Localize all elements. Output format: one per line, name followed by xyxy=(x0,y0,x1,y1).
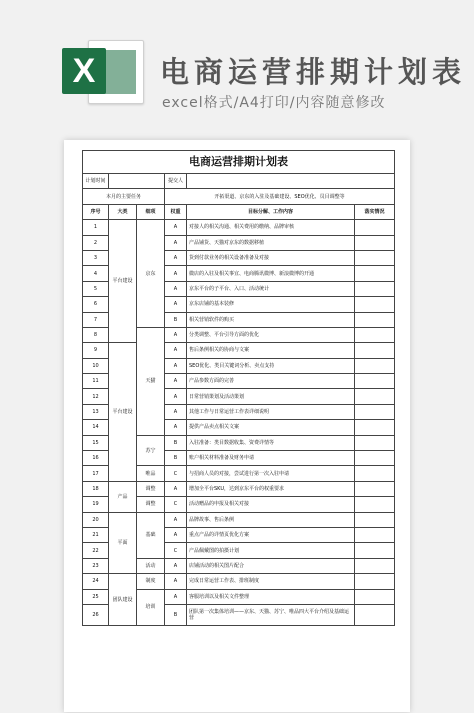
status-cell[interactable] xyxy=(355,512,395,527)
row-number: 14 xyxy=(83,420,109,435)
status-cell[interactable] xyxy=(355,435,395,450)
content-cell: 入驻准备：类目数据收集、资费详情等 xyxy=(187,435,355,450)
status-cell[interactable] xyxy=(355,404,395,419)
plan-time-value[interactable] xyxy=(109,174,165,189)
weight-cell: A xyxy=(165,220,187,235)
submitter-label: 提交人 xyxy=(165,174,187,189)
subitem-cell: 制度 xyxy=(137,574,165,589)
header xyxy=(0,0,474,130)
status-cell[interactable] xyxy=(355,343,395,358)
row-number: 7 xyxy=(83,312,109,327)
content-cell: 增加全平台SKU，达到京东平台的权重要求 xyxy=(187,481,355,496)
weight-cell: A xyxy=(165,481,187,496)
category-cell: 产品 xyxy=(109,481,137,512)
table-row xyxy=(83,220,395,235)
row-number: 13 xyxy=(83,404,109,419)
content-cell: 产品参数方面的完善 xyxy=(187,374,355,389)
submitter-value[interactable] xyxy=(187,174,395,189)
subitem-cell: 调整 xyxy=(137,481,165,496)
weight-cell: A xyxy=(165,250,187,265)
row-number: 8 xyxy=(83,327,109,342)
status-cell[interactable] xyxy=(355,235,395,250)
status-cell[interactable] xyxy=(355,281,395,296)
weight-cell: C xyxy=(165,543,187,558)
weight-cell: A xyxy=(165,327,187,342)
row-number: 2 xyxy=(83,235,109,250)
weight-cell: A xyxy=(165,343,187,358)
subitem-cell: 调整 xyxy=(137,497,165,512)
row-number: 18 xyxy=(83,481,109,496)
content-cell: 对接人的相关沟通、相关费用的缴纳、品牌审核 xyxy=(187,220,355,235)
weight-cell: B xyxy=(165,435,187,450)
weight-cell: A xyxy=(165,527,187,542)
content-cell: 售后条例相关的协商与文案 xyxy=(187,343,355,358)
row-number: 26 xyxy=(83,604,109,625)
plan-time-label: 计划时间 xyxy=(83,174,109,189)
status-cell[interactable] xyxy=(355,358,395,373)
content-cell: 店铺活动的相关图片配合 xyxy=(187,558,355,573)
status-cell[interactable] xyxy=(355,574,395,589)
status-cell[interactable] xyxy=(355,604,395,625)
status-cell[interactable] xyxy=(355,250,395,265)
main-task-value: 开拓渠道、京东的入驻及基础建设、SEO优化、员目调整等 xyxy=(165,189,395,204)
weight-cell: A xyxy=(165,589,187,604)
row-number: 10 xyxy=(83,358,109,373)
status-cell[interactable] xyxy=(355,420,395,435)
row-number: 19 xyxy=(83,497,109,512)
subitem-cell: 唯品 xyxy=(137,466,165,481)
row-number: 3 xyxy=(83,250,109,265)
category-cell: 团队建设 xyxy=(109,574,137,626)
weight-cell: A xyxy=(165,235,187,250)
document-page xyxy=(64,140,410,712)
weight-cell: A xyxy=(165,297,187,312)
excel-logo-icon: X xyxy=(62,38,144,106)
row-number: 1 xyxy=(83,220,109,235)
content-cell: 其他工作与日常运营工作表详细说明 xyxy=(187,404,355,419)
category-cell: 平面 xyxy=(109,512,137,574)
category-cell: 平台建设 xyxy=(109,220,137,343)
weight-cell: A xyxy=(165,574,187,589)
header-title: 电商运营排期计划表 xyxy=(160,55,467,89)
status-cell[interactable] xyxy=(355,220,395,235)
status-cell[interactable] xyxy=(355,589,395,604)
weight-cell: A xyxy=(165,374,187,389)
row-number: 12 xyxy=(83,389,109,404)
content-cell: 团队第一次集体培训——京东、天猫、苏宁、唯品四大平台介绍及基础运营 xyxy=(187,604,355,625)
weight-cell: B xyxy=(165,451,187,466)
status-cell[interactable] xyxy=(355,558,395,573)
weight-cell: A xyxy=(165,266,187,281)
header-subtitle: excel格式/A4打印/内容随意修改 xyxy=(162,95,386,111)
row-number: 15 xyxy=(83,435,109,450)
table-row xyxy=(83,343,395,358)
main-task-label: 本月的主要任务 xyxy=(83,189,165,204)
content-cell: 分类调整、平台引导方面的优化 xyxy=(187,327,355,342)
subitem-cell: 天猫 xyxy=(137,327,165,435)
weight-cell: B xyxy=(165,312,187,327)
content-cell: 品牌故事、售后条例 xyxy=(187,512,355,527)
content-cell: 京东平台的子平台、入口、活动统计 xyxy=(187,281,355,296)
row-number: 21 xyxy=(83,527,109,542)
row-number: 6 xyxy=(83,297,109,312)
row-number: 11 xyxy=(83,374,109,389)
col-header: 落实情况 xyxy=(355,204,395,219)
content-cell: 重点产品的详情页优化方案 xyxy=(187,527,355,542)
status-cell[interactable] xyxy=(355,481,395,496)
content-cell: 活动赠品的申报及相关对接 xyxy=(187,497,355,512)
weight-cell: A xyxy=(165,558,187,573)
row-number: 16 xyxy=(83,451,109,466)
category-cell: 平台建设 xyxy=(109,343,137,482)
content-cell: 产品佩戴图的拍摄计划 xyxy=(187,543,355,558)
col-header: 目标分解、工作内容 xyxy=(187,204,355,219)
weight-cell: A xyxy=(165,404,187,419)
weight-cell: C xyxy=(165,497,187,512)
weight-cell: C xyxy=(165,466,187,481)
col-header: 大类 xyxy=(109,204,137,219)
weight-cell: A xyxy=(165,420,187,435)
content-cell: 产品铺货、天猫对京东的数据移植 xyxy=(187,235,355,250)
content-cell: 日常营销策划及活动策划 xyxy=(187,389,355,404)
schedule-table xyxy=(82,150,395,626)
status-cell[interactable] xyxy=(355,466,395,481)
status-cell[interactable] xyxy=(355,297,395,312)
status-cell[interactable] xyxy=(355,543,395,558)
table-row xyxy=(83,512,395,527)
content-cell: 京东店铺的基本装修 xyxy=(187,297,355,312)
col-header: 权重 xyxy=(165,204,187,219)
content-cell: 客服培训以及相关文件整理 xyxy=(187,589,355,604)
col-header: 序号 xyxy=(83,204,109,219)
status-cell[interactable] xyxy=(355,266,395,281)
status-cell[interactable] xyxy=(355,374,395,389)
row-number: 5 xyxy=(83,281,109,296)
weight-cell: B xyxy=(165,604,187,625)
row-number: 9 xyxy=(83,343,109,358)
row-number: 20 xyxy=(83,512,109,527)
content-cell: SEO优化、类目关键词分析、卖点支持 xyxy=(187,358,355,373)
status-cell[interactable] xyxy=(355,527,395,542)
column-header-row xyxy=(83,204,395,219)
col-header: 细项 xyxy=(137,204,165,219)
content-cell: 微店的入驻及相关事宜、电商腾讯微博、新浪微博的开通 xyxy=(187,266,355,281)
status-cell[interactable] xyxy=(355,312,395,327)
status-cell[interactable] xyxy=(355,389,395,404)
subitem-cell: 活动 xyxy=(137,558,165,573)
content-cell: 完成日常运营工作表、排班制度 xyxy=(187,574,355,589)
row-number: 22 xyxy=(83,543,109,558)
content-cell: 账户相关材料准备及财务申请 xyxy=(187,451,355,466)
subitem-cell: 基础 xyxy=(137,512,165,558)
row-number: 25 xyxy=(83,589,109,604)
content-cell: 提供产品卖点相关文案 xyxy=(187,420,355,435)
row-number: 4 xyxy=(83,266,109,281)
table-row xyxy=(83,574,395,589)
row-number: 24 xyxy=(83,574,109,589)
weight-cell: A xyxy=(165,512,187,527)
status-cell[interactable] xyxy=(355,327,395,342)
weight-cell: A xyxy=(165,358,187,373)
content-cell: 相关营销软件的购买 xyxy=(187,312,355,327)
status-cell[interactable] xyxy=(355,451,395,466)
content-cell: 货到付款业务的相关设备准备及对接 xyxy=(187,250,355,265)
table-row xyxy=(83,481,395,496)
content-cell: 与招商人员的对接，尝试进行第一次入驻申请 xyxy=(187,466,355,481)
subitem-cell: 培训 xyxy=(137,589,165,625)
subitem-cell: 苏宁 xyxy=(137,435,165,466)
row-number: 23 xyxy=(83,558,109,573)
row-number: 17 xyxy=(83,466,109,481)
weight-cell: A xyxy=(165,389,187,404)
document-title: 电商运营排期计划表 xyxy=(83,151,395,174)
weight-cell: A xyxy=(165,281,187,296)
status-cell[interactable] xyxy=(355,497,395,512)
subitem-cell: 京东 xyxy=(137,220,165,328)
